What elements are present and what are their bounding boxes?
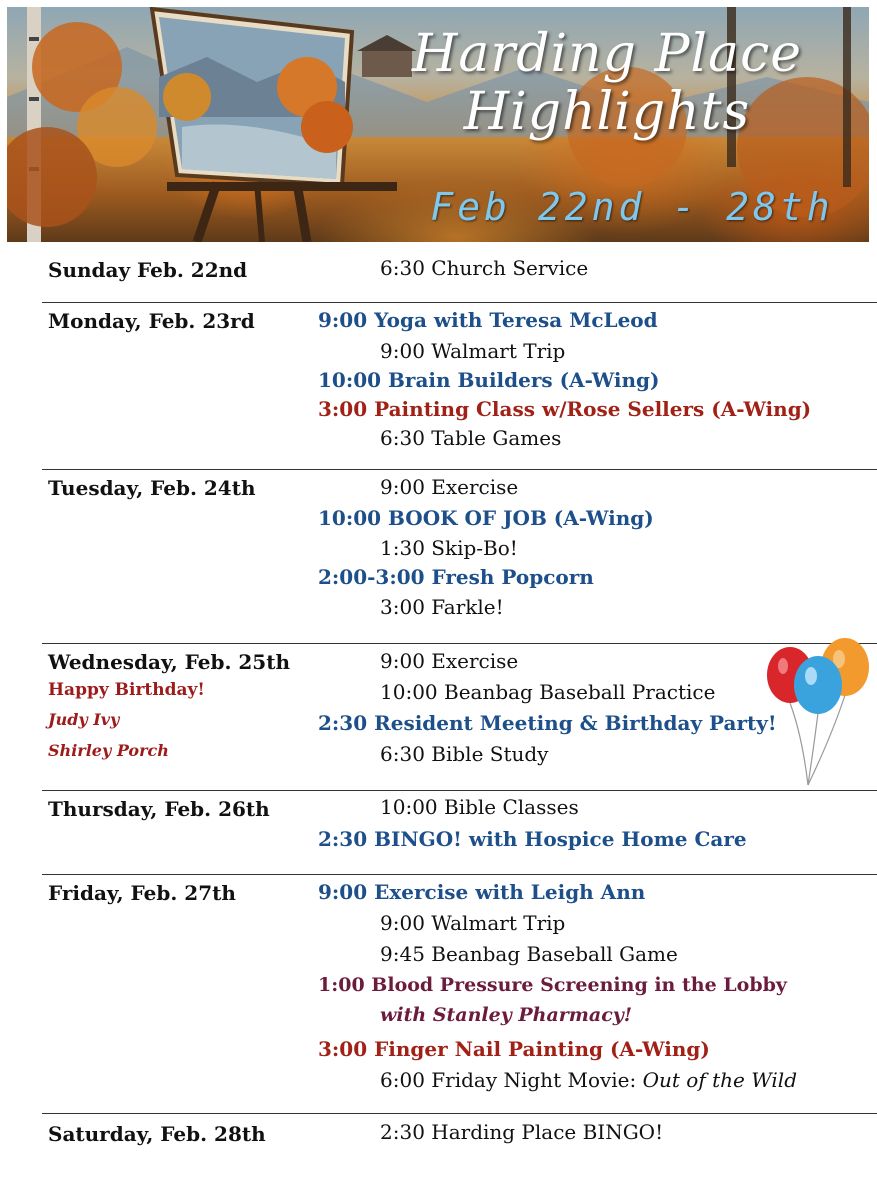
- day-label: Friday, Feb. 27th: [48, 881, 236, 905]
- event-item: 9:00 Exercise with Leigh Ann: [318, 880, 646, 904]
- day-section-tuesday: [42, 469, 877, 644]
- day-section-saturday: [42, 1113, 877, 1174]
- balloons-icon: [762, 635, 872, 787]
- movie-title: Out of the Wild: [642, 1068, 797, 1092]
- day-section-friday: [42, 874, 877, 1114]
- day-section-sunday: [42, 252, 877, 302]
- event-item-subline: with Stanley Pharmacy!: [380, 1004, 633, 1026]
- event-item: 2:30 Harding Place BINGO!: [380, 1120, 664, 1144]
- birthday-heading: Happy Birthday!: [48, 680, 205, 700]
- birthday-name: Judy Ivy: [48, 710, 120, 729]
- event-item: 6:30 Bible Study: [380, 742, 549, 766]
- event-item: 3:00 Finger Nail Painting (A-Wing): [318, 1037, 710, 1061]
- event-item: 10:00 Beanbag Baseball Practice: [380, 680, 716, 704]
- event-item: 10:00 Brain Builders (A-Wing): [318, 368, 660, 392]
- banner-title: [357, 25, 857, 141]
- day-section-monday: [42, 302, 877, 469]
- event-item: 10:00 Bible Classes: [380, 795, 579, 819]
- event-item: 9:00 Walmart Trip: [380, 339, 566, 363]
- banner-title-line1: Harding Place: [412, 24, 802, 84]
- event-item: 3:00 Farkle!: [380, 595, 504, 619]
- day-label: Thursday, Feb. 26th: [48, 797, 270, 821]
- banner-date-range: Feb 22nd - 28th: [430, 185, 834, 229]
- event-item: 9:45 Beanbag Baseball Game: [380, 942, 678, 966]
- header-banner: [7, 7, 869, 242]
- day-label: Tuesday, Feb. 24th: [48, 476, 256, 500]
- event-item: 9:00 Exercise: [380, 475, 519, 499]
- day-section-thursday: [42, 790, 877, 875]
- event-item: 2:00-3:00 Fresh Popcorn: [318, 565, 594, 589]
- event-item: 10:00 BOOK OF JOB (A-Wing): [318, 506, 654, 530]
- event-item: 1:30 Skip-Bo!: [380, 536, 518, 560]
- day-label: Wednesday, Feb. 25th: [48, 650, 290, 674]
- event-item: [380, 1068, 797, 1092]
- birthday-name: Shirley Porch: [48, 741, 169, 760]
- event-item: 6:30 Table Games: [380, 426, 562, 450]
- event-item: 1:00 Blood Pressure Screening in the Lobby: [318, 974, 787, 996]
- event-item: 9:00 Exercise: [380, 649, 519, 673]
- event-item: 2:30 Resident Meeting & Birthday Party!: [318, 711, 777, 735]
- event-item: 3:00 Painting Class w/Rose Sellers (A-Wing): [318, 397, 812, 421]
- day-label: Saturday, Feb. 28th: [48, 1122, 266, 1146]
- event-item: 2:30 BINGO! with Hospice Home Care: [318, 827, 747, 851]
- event-item: 9:00 Yoga with Teresa McLeod: [318, 308, 658, 332]
- day-label: Monday, Feb. 23rd: [48, 309, 255, 333]
- day-label: Sunday Feb. 22nd: [48, 258, 248, 282]
- event-item: 9:00 Walmart Trip: [380, 911, 566, 935]
- day-section-wednesday: [42, 643, 877, 791]
- movie-label: 6:00 Friday Night Movie:: [380, 1068, 637, 1092]
- banner-title-line2: Highlights: [463, 82, 751, 142]
- event-item: 6:30 Church Service: [380, 256, 589, 280]
